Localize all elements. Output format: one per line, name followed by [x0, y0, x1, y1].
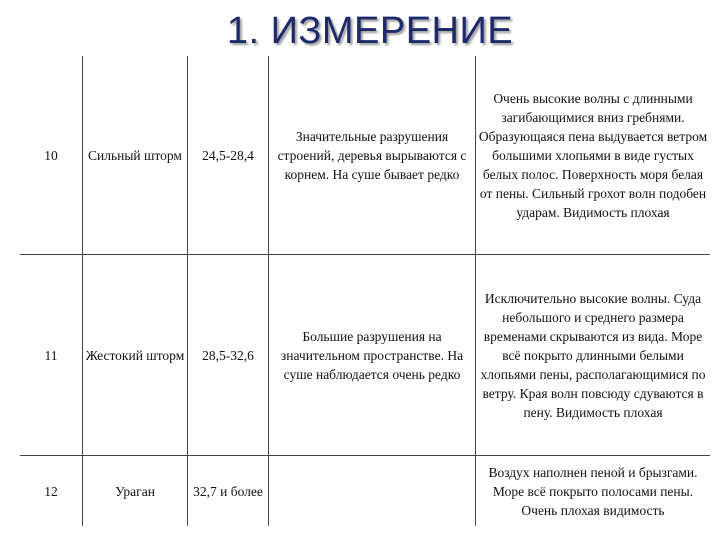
cell-name: Жестокий шторм [83, 255, 188, 456]
cell-land-effects [269, 456, 476, 527]
cell-speed: 32,7 и более [188, 456, 269, 527]
cell-sea-state: Исключительно высокие волны. Суда небольшого и среднего размера временами скрываются из вида. Море всё покрыто длинными белыми хлопьями пены, располагающимися по ветру. Края волн повсюду сдуваются в пену. Видимость плохая [476, 255, 711, 456]
cell-land-effects: Большие разрушения на значительном пространстве. На суше наблюдается очень редко [269, 255, 476, 456]
cell-sea-state: Очень высокие волны с длинными загибающимися вниз гребнями. Образующаяся пена выдувается ветром большими хлопьями в виде густых белых полос. Поверхность моря белая от пены. Сильный грохот волн подобен ударам. Видимость плохая [476, 56, 711, 255]
table-row [20, 56, 710, 255]
cell-land-effects: Значительные разрушения строений, деревья вырываются с корнем. На суше бывает редко [269, 56, 476, 255]
cell-ball: 12 [20, 456, 83, 527]
cell-speed: 28,5-32,6 [188, 255, 269, 456]
beaufort-table [20, 56, 710, 526]
table-row [20, 255, 710, 456]
slide-title: 1. ИЗМЕРЕНИЕ [226, 10, 514, 52]
cell-sea-state: Воздух наполнен пеной и брызгами. Море всё покрыто полосами пены. Очень плохая видимость [476, 456, 711, 527]
cell-name: Сильный шторм [83, 56, 188, 255]
table-row [20, 456, 710, 527]
cell-ball: 11 [20, 255, 83, 456]
cell-name: Ураган [83, 456, 188, 527]
cell-speed: 24,5-28,4 [188, 56, 269, 255]
cell-ball: 10 [20, 56, 83, 255]
